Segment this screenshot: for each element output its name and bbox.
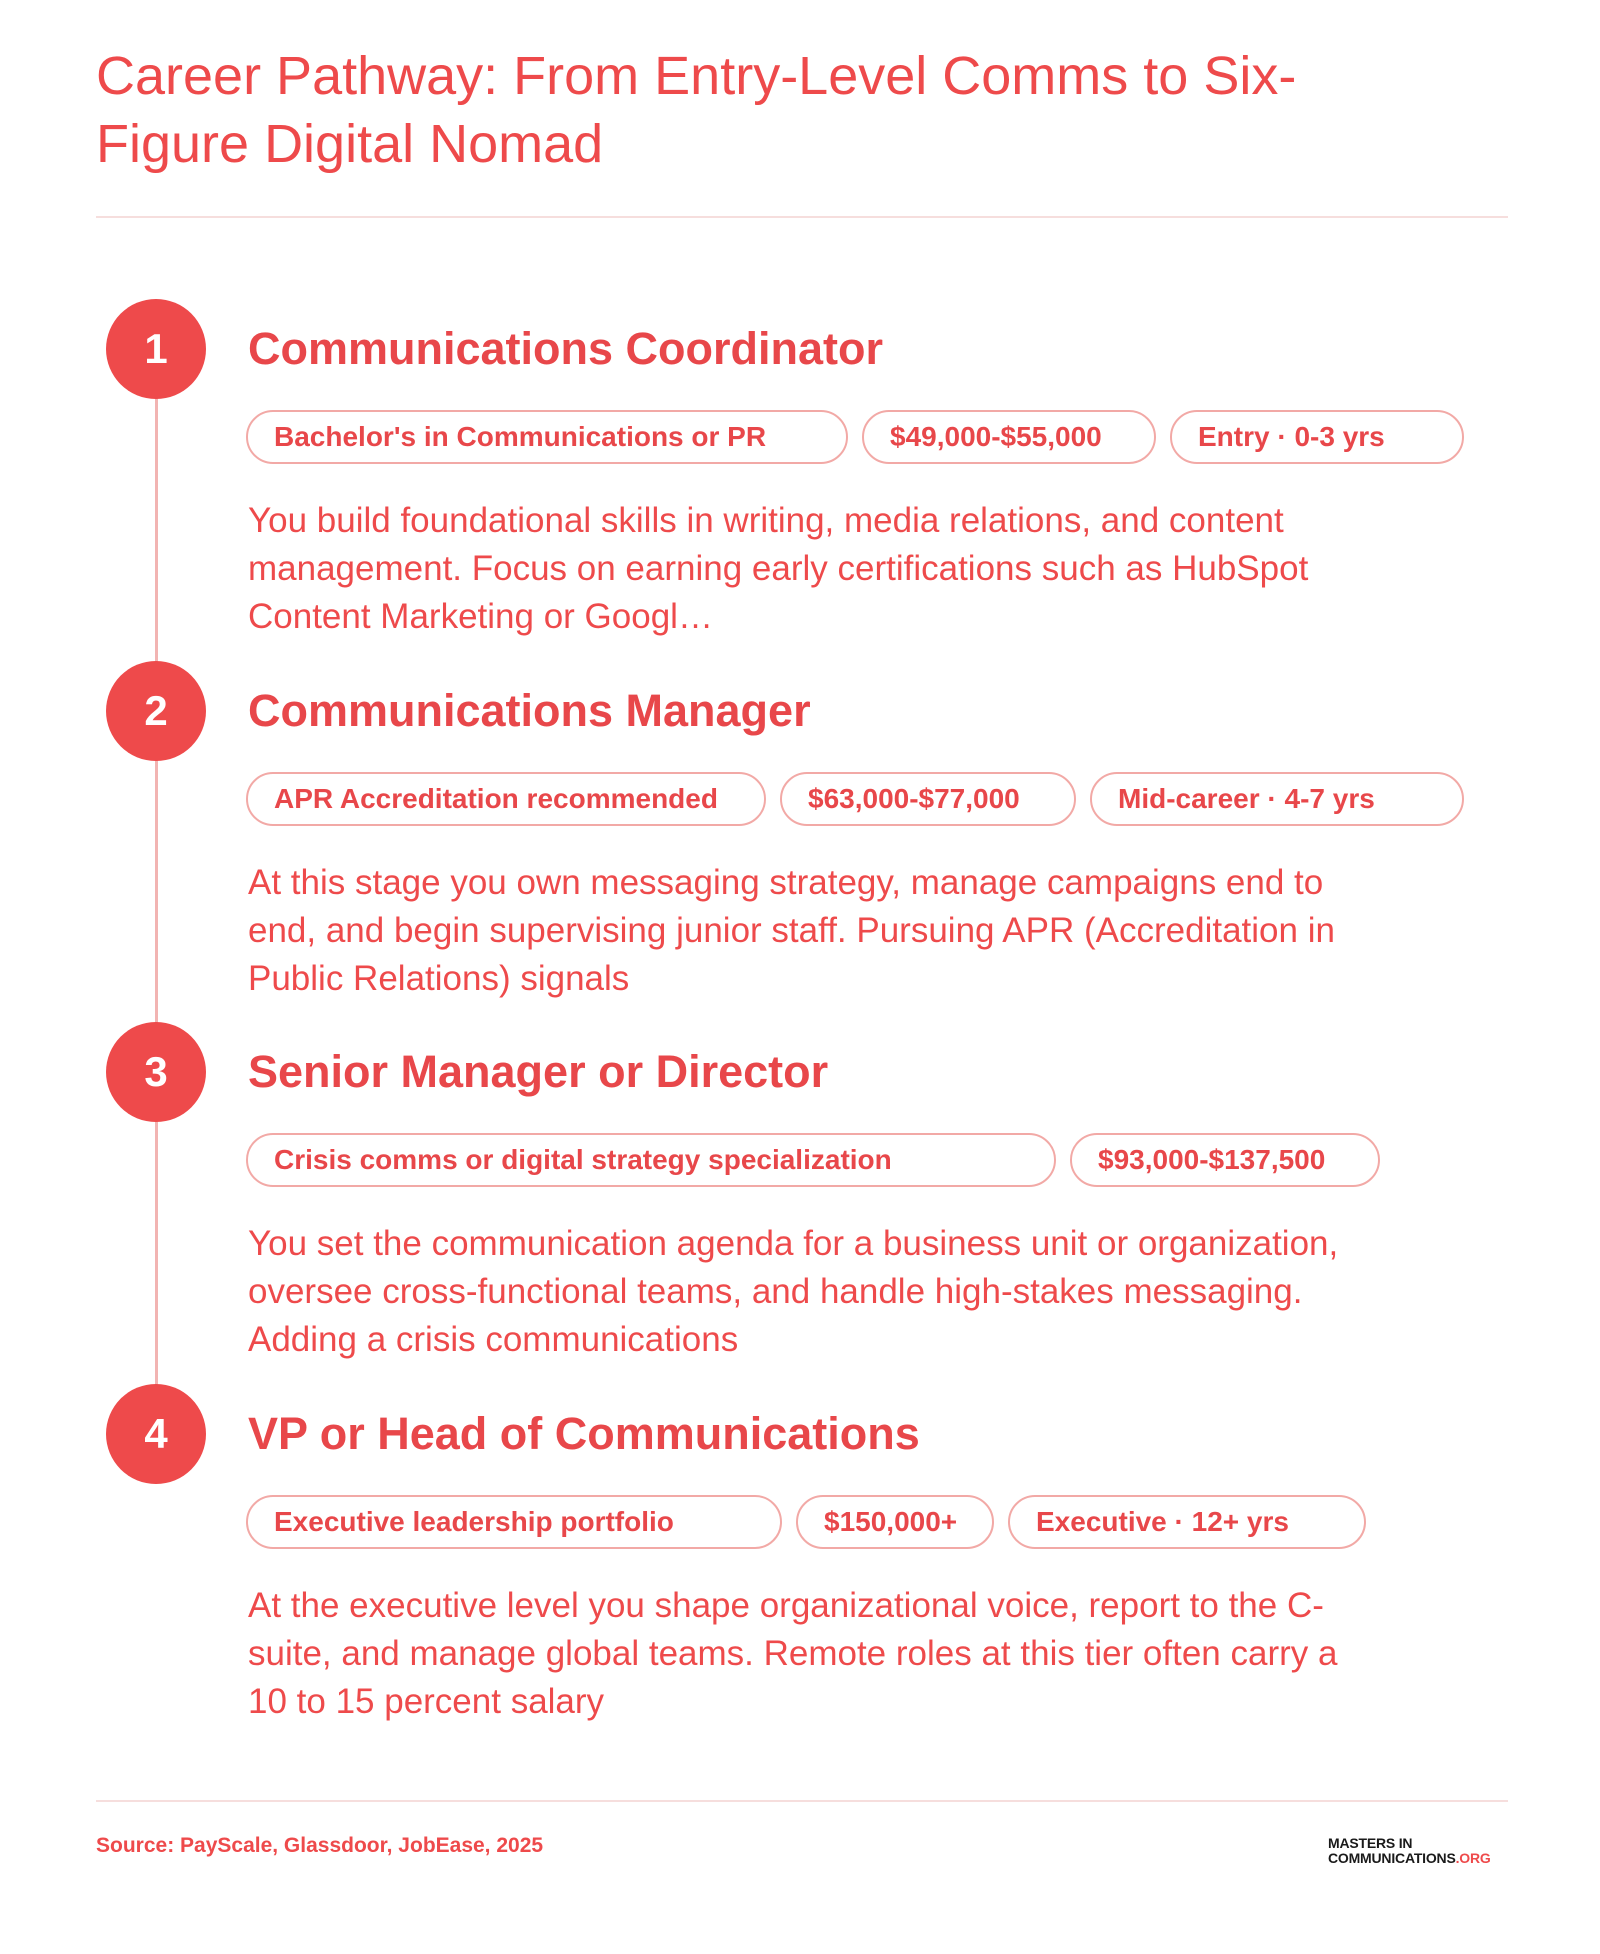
logo-line-2 [1328,1851,1491,1866]
credential-pill: Executive leadership portfolio [246,1495,782,1549]
brand-logo [1328,1836,1491,1866]
bottom-divider [96,1800,1508,1802]
step-description: At the executive level you shape organizational voice, report to the C-suite, and manage global teams. Remote roles at this tier often carry a 10 to 15 percent salary [248,1586,1338,1721]
step-number-badge: 2 [106,661,206,761]
logo-line-1: MASTERS IN [1328,1835,1413,1851]
step-tags [246,410,1464,464]
credential-pill: Bachelor's in Communications or PR [246,410,848,464]
level-pill: Mid-career · 4-7 yrs [1090,772,1464,826]
level-pill: Entry · 0-3 yrs [1170,410,1464,464]
step-title: Communications Coordinator [248,323,884,374]
salary-pill: $63,000-$77,000 [780,772,1076,826]
credential-pill: Crisis comms or digital strategy specialization [246,1133,1056,1187]
step-title: Senior Manager or Director [248,1046,829,1097]
step-tags [246,1495,1366,1549]
step-tags [246,1133,1380,1187]
salary-pill: $93,000-$137,500 [1070,1133,1380,1187]
step-title: Communications Manager [248,685,811,736]
source-citation: Source: PayScale, Glassdoor, JobEase, 2025 [96,1834,544,1857]
step-description: You build foundational skills in writing, media relations, and content management. Focus on earning early certifications such as HubSpot Content Marketing or Googl… [248,501,1309,636]
step-tags [246,772,1464,826]
step-number-badge: 3 [106,1022,206,1122]
salary-pill: $150,000+ [796,1495,994,1549]
step-description: You set the communication agenda for a business unit or organization, oversee cross-functional teams, and handle high-stakes messaging. Adding a crisis communications [248,1224,1339,1359]
top-divider [96,216,1508,218]
logo-wordmark: COMMUNICATIONS [1328,1850,1456,1866]
salary-pill: $49,000-$55,000 [862,410,1156,464]
step-description: At this stage you own messaging strategy, manage campaigns end to end, and begin supervising junior staff. Pursuing APR (Accreditation in Public Relations) signals [248,863,1335,998]
timeline-connector [155,350,158,1420]
step-title: VP or Head of Communications [248,1408,920,1459]
level-pill: Executive · 12+ yrs [1008,1495,1366,1549]
step-number-badge: 4 [106,1384,206,1484]
credential-pill: APR Accreditation recommended [246,772,766,826]
logo-suffix: .ORG [1455,1850,1491,1866]
page-title: Career Pathway: From Entry-Level Comms to Six-Figure Digital Nomad [96,46,1297,174]
step-number-badge: 1 [106,299,206,399]
